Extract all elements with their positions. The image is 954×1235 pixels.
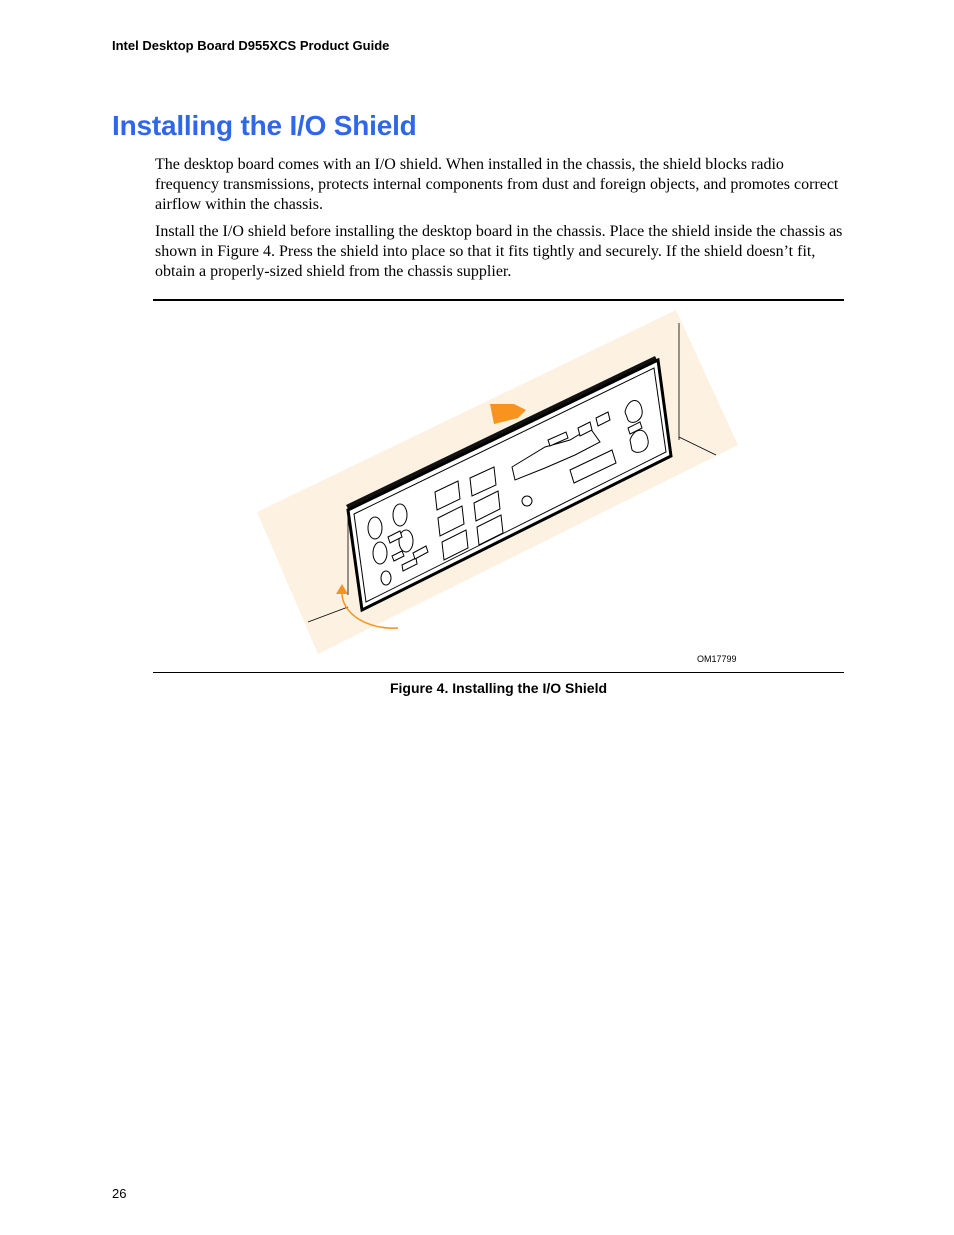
figure-caption: Figure 4. Installing the I/O Shield [389,680,608,696]
body-paragraph: Install the I/O shield before installing the desktop board in the chassis. Place the shield inside the chassis as shown in Figure 4. Press the shield into place so that it fits tightly and securely. If the shield doesn’t fit, obtain a properly-sized shield from the chassis supplier. [155,223,843,280]
running-header: Intel Desktop Board D955XCS Product Guide [112,38,390,53]
io-shield-illustration [153,302,844,672]
figure-bottom-rule [153,672,844,673]
figure-id: OM17799 [697,654,737,664]
page-number: 26 [112,1186,127,1201]
figure-top-rule [153,299,844,301]
section-title: Installing the I/O Shield [112,110,417,141]
body-paragraph: The desktop board comes with an I/O shield. When installed in the chassis, the shield blocks radio frequency transmissions, protects internal components from dust and foreign objects, and promotes correct airflow within the chassis. [155,156,839,213]
